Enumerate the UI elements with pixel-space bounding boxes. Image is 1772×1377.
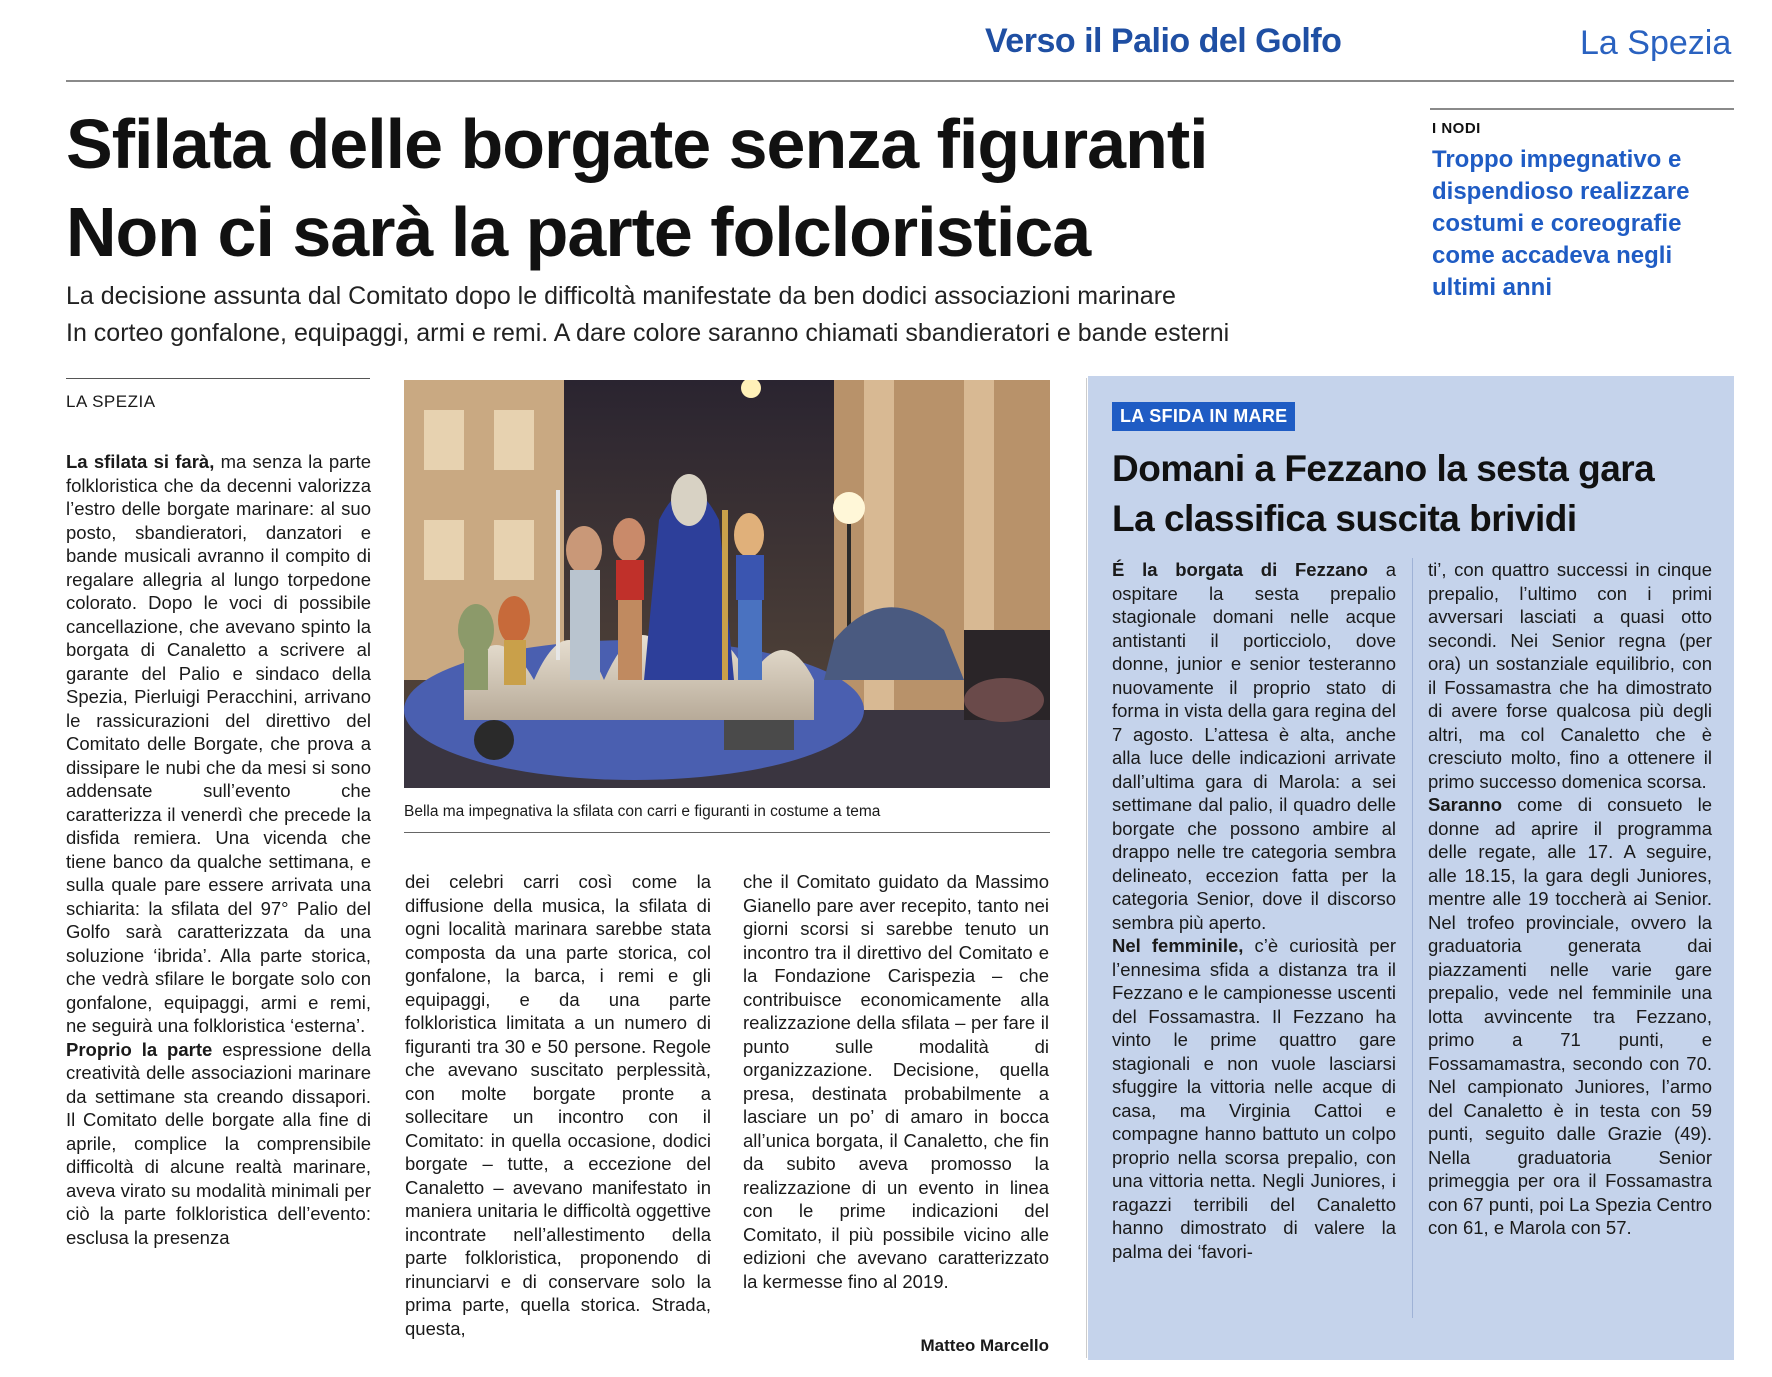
page-headline	[66, 100, 1406, 276]
parade-photo	[404, 380, 1050, 788]
subheadline	[66, 278, 1436, 352]
headline-line-1: Sfilata delle borgate senza figuranti	[66, 105, 1208, 183]
sidebar-paragraph	[1112, 934, 1396, 1263]
sidebar-column-1	[1112, 558, 1396, 1263]
sidebar-column-2	[1428, 558, 1712, 1240]
paragraph-text: che il Comitato guidato da Massimo Gianello pare aver recepito, tanto nei giorni scorsi si sarebbe tenuto un incontro tra il direttivo del Comitato e la Fondazione Carispezia – che contribuisce economicamente alla realizzazione della sfilata – per fare il punto sulle modalità di organizzazione. Decisione, quella presa, destinata probabilmente a lasciare un po’ di amaro in bocca all’unica borgata, il Canaletto, che fin da subito aveva promosso la realizzazione di un evento in linea con le prime indicazioni del Comitato, il più possibile vicino alle edizioni che avevano caratterizzato la kermesse fino al 2019.	[743, 871, 1049, 1292]
lead-in: Proprio la parte	[66, 1038, 213, 1060]
lead-in: Nel femminile,	[1112, 935, 1244, 956]
subhead-line-2: In corteo gonfalone, equipaggi, armi e remi. A dare colore saranno chiamati sbandieratori e bande esterni	[66, 319, 1230, 347]
lead-in: La sfilata si farà,	[66, 451, 215, 472]
paragraph-text: espressione della creatività delle associazioni marinare da settimane sta creando dissapori. Il Comitato delle borgate alla fine di aprile, complice la comprensibile difficoltà di alcune realtà marinare, aveva virato su modalità minimali per ciò la parte folkloristica dell’evento: esclusa la presenza	[66, 1038, 371, 1248]
paragraph-text: dei celebri carri così come la diffusione della musica, la sfilata di ogni località marinara sarebbe stata composta da una parte storica, col gonfalone, la barca, i remi e gli equipaggi, e da una parte folkloristica limitata a un numero di figuranti tra 30 e 50 persone. Regole che avevano suscitato perplessità, con molte borgate pronte a sollecitare un incontro con il Comitato: in quella occasione, dodici borgate – tutte, a eccezione del Canaletto – avevano manifestato in maniera unitaria le difficoltà oggettive incontrate nell’allestimento della parte folkloristica, proponendo di rinunciarvi e di conservare solo la prima parte, quella storica. Strada, questa,	[405, 871, 711, 1339]
sidebar-headline	[1112, 444, 1712, 544]
article-column-2	[405, 870, 711, 1340]
paragraph-text: ma senza la parte folkloristica che da decenni valorizza l’estro delle borgate marinare: al suo posto, sbandieratori, danzatori e bande musicali avranno il compito di regalare allegria al lungo torpedone colorato. Dopo le voci di possibile cancellazione, che avevano spinto la borgata di Canaletto a scrivere al garante del Palio e sindaco della Spezia, Pierluigi Peracchini, arrivano le rassicurazioni del direttivo del Comitato delle Borgate, che prova a dissipare le nubi che da mesi si sono addensate sull’evento che caratterizza il venerdì che precede la disfida remiera. Una vicenda che tiene banco da qualche settimana, e sulla quale pare essere arrivata una schiarita: la sfilata del 97° Palio del Golfo sarà caratterizzata da una soluzione ‘ibrida’. Alla parte storica, che vedrà sfilare le borgate solo con gonfalone, equipaggi, armi e remi, ne seguirà una folkloristica ‘esterna’.	[66, 451, 371, 1036]
article-paragraph	[66, 1038, 371, 1250]
sidebar-column-divider	[1412, 558, 1413, 1318]
lead-in: Saranno	[1428, 794, 1503, 815]
side-box-kicker: I NODI	[1432, 120, 1481, 137]
paragraph-text: come di consueto le donne ad aprire il programma delle regate, alle 17. A seguire, alle 18.15, la gara degli Juniores, mentre alle 19 toccherà ai Senior. Nel trofeo provinciale, ovvero la graduatoria generata dai piazzamenti nelle varie gare prepalio, vede nel femminile una lotta avvincente tra Fezzano, primo a 71 punti, e Fossamamastra, secondo con 70. Nel campionato Juniores, l’armo del Canaletto è in testa con 59 punti, seguito dalle Grazie (49). Nella graduatoria Senior primeggia per ora il Fossamastra con 67 punti, poi La Spezia Centro con 61, e Marola con 57.	[1428, 794, 1712, 1238]
section-title: Verso il Palio del Golfo	[985, 22, 1342, 60]
lead-in: É la borgata di Fezzano	[1112, 559, 1368, 580]
paragraph-text: c’è curiosità per l’ennesima sfida a distanza tra il Fezzano e le campionesse uscenti del Fossamastra. Il Fezzano ha vinto le prime quattro gare stagionali e non vuole lasciarsi sfuggire la vittoria nelle acque di casa, ma Virginia Cattoi e compagne hanno battuto un colpo proprio nella scorsa prepalio, con una vittoria netta. Negli Juniores, i ragazzi terribili del Canaletto hanno dimostrato di valere la palma dei ‘favori-	[1112, 935, 1396, 1262]
dateline: LA SPEZIA	[66, 392, 156, 411]
photo-caption: Bella ma impegnativa la sfilata con carri e figuranti in costume a tema	[404, 803, 881, 820]
sidebar-kicker: LA SFIDA IN MARE	[1112, 402, 1295, 431]
column-divider	[1086, 378, 1087, 1358]
sidebar-headline-line-1: Domani a Fezzano la sesta gara	[1112, 448, 1655, 489]
byline: Matteo Marcello	[920, 1336, 1049, 1355]
article-column-3	[743, 870, 1049, 1293]
dateline-divider	[66, 378, 370, 379]
article-paragraph	[66, 450, 371, 1038]
sidebar-paragraph	[1112, 558, 1396, 934]
caption-divider	[404, 832, 1050, 833]
side-box-divider	[1430, 108, 1734, 110]
subhead-line-1: La decisione assunta dal Comitato dopo le difficoltà manifestate da ben dodici associazioni marinare	[66, 282, 1176, 310]
sidebar-paragraph: ti’, con quattro successi in cinque prepalio, l’ultimo con i primi avversari lasciati a quasi otto secondi. Nei Senior regna (per ora) un sostanziale equilibrio, con il Fossamastra che ha dimostrato di avere forse qualcosa più degli altri, ma col Canaletto che è cresciuto molto, fino a ottenere il primo successo domenica scorsa.	[1428, 559, 1712, 792]
top-divider	[66, 80, 1734, 82]
sidebar-headline-line-2: La classifica suscita brividi	[1112, 498, 1577, 539]
headline-line-2: Non ci sarà la parte folcloristica	[66, 193, 1091, 271]
article-column-1	[66, 450, 371, 1249]
side-box-quote: Troppo impegnativo e dispendioso realizzare costumi e coreografie come accadeva negli ultimi anni	[1432, 146, 1690, 301]
sidebar-paragraph	[1428, 793, 1712, 1240]
paragraph-text: a ospitare la sesta prepalio stagionale domani nelle acque antistanti il porticciolo, dove donne, junior e senior testeranno nuovamente il proprio stato di forma in vista della gara regina del 7 agosto. L’attesa è alta, anche alla luce delle indicazioni arrivate dall’ultima gara di Marola: a sei settimane dal palio, il quadro delle borgate che possono ambire al drappo nelle tre categoria sembra delineato, eccezion fatta per la categoria Senior, dove il discorso sembra più aperto.	[1112, 559, 1396, 933]
city-label: La Spezia	[1580, 24, 1732, 62]
